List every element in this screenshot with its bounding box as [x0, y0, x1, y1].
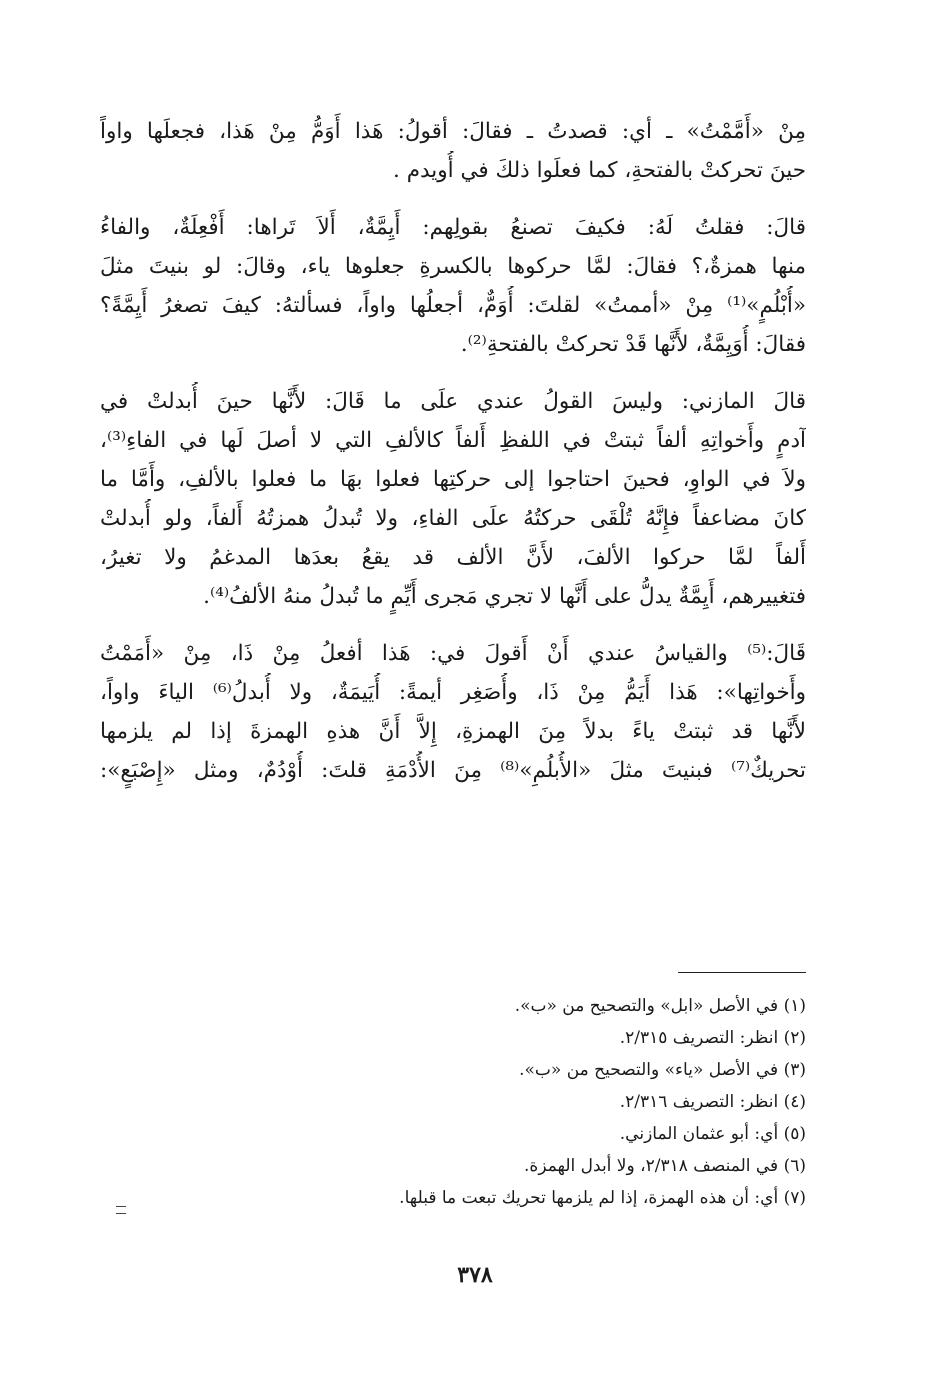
footnote-4: (٤) انظر: التصريف ٢/٣١٦.	[619, 1092, 806, 1112]
paragraph-4	[100, 634, 806, 790]
text-line: كانَ مضاعفاً فإِنَّهُ تُلْقَى حركتُهُ علَى الفاءِ، ولا تُبدلُ همزتُهُ أَلفاً، ولو أُبدلتْ	[100, 506, 806, 531]
text-line: قالَ المازني: وليسَ القولُ عندي علَى ما قَالَ: لأَنَّها حينَ أُبدلتْ في	[100, 389, 806, 414]
text-line: لأَنَّها قد ثبتتْ ياءً بدلاً مِنَ الهمزةِ، إِلاَّ أَنَّ هذهِ الهمزةَ إذا لم يلزمها	[100, 719, 806, 744]
footnote-5: (٥) أي: أبو عثمان المازني.	[619, 1124, 806, 1144]
paragraph-1	[100, 112, 806, 190]
footnote-6: (٦) في المنصف ٢/٣١٨، ولا أبدل الهمزة.	[524, 1156, 806, 1176]
text-line: قَالَ:⁽⁵⁾ والقياسُ عندي أَنْ أَقولَ في: هَذا أفعلُ مِنْ ذَا، مِنْ «أَمَمْتُ	[100, 641, 806, 666]
text-line: فقالَ: أُوَيِمَّةٌ، لأَنَّها قَدْ تحركتْ بالفتحةِ⁽²⁾.	[460, 332, 806, 357]
footnote-7: (٧) أي: أن هذه الهمزة، إذا لم يلزمها تحريك تبعت ما قبلها.	[399, 1188, 806, 1208]
text-line: ولاَ في الواوِ، فحينَ احتاجوا إلى حركتِها فعلوا بهَا ما فعلوا بالألفِ، وأَمَّا ما	[100, 467, 806, 492]
footnote-2: (٢) انظر: التصريف ٢/٣١٥.	[619, 1028, 806, 1048]
footnote-1: (١) في الأصل «ابل» والتصحيح من «ب».	[514, 996, 806, 1016]
text-line: آدمٍ وأَخواتِهِ ألفاً ثبتتْ في اللفظِ أَلفاً كالألفِ التي لا أصلَ لَها في الفاءِ⁽³⁾،	[100, 428, 806, 453]
text-line: فتغييرهم، أَيِمَّةٌ يدلُّ على أَنَّها لا تجري مَجرى أَيِّمٍ ما تُبدلُ منهُ الألفُ⁽⁴⁾.	[203, 584, 806, 609]
footnotes	[100, 990, 806, 1214]
text-line: وأَخواتِها»: هَذا أَيَمُّ مِنْ ذَا، وأُصَغِر أيمةً: أُيَيمَةٌ، ولا أُبدلُ⁽⁶⁾ الياءَ واواً،	[100, 680, 806, 705]
paragraph-2	[100, 208, 806, 364]
text-line: أَلفاً لمَّا حركوا الألفَ، لأَنَّ الألف قد يقعُ بعدَها المدغمُ ولا تغيرُ،	[100, 545, 806, 570]
main-text	[100, 112, 806, 808]
text-line: قالَ: فقلتُ لَهُ: فكيفَ تصنعُ بقولِهم: أَيِمَّةٌ، أَلاَ تَراها: أَفْعِلَةٌ، والفاءُ	[100, 215, 806, 240]
text-line: منها همزةٌ،؟ فقالَ: لمَّا حركوها بالكسرةِ جعلوها ياء، وقالَ: لو بنيتَ مثلَ	[100, 254, 806, 279]
page-number: ٣٧٨	[457, 1262, 493, 1288]
paragraph-3	[100, 382, 806, 616]
text-line: تحريكٌ⁽⁷⁾ فبنيتَ مثلَ «الأُبلُمِ»⁽⁸⁾ مِنَ الأُدْمَةِ قلتَ: أُوْدُمٌ، ومثل «إِصْبَعٍ»:	[100, 758, 806, 783]
text-line: «أُبْلُمٍ»⁽¹⁾ مِنْ «أممتُ» لقلتَ: أُوَمٌّ، أجعلُها واواً، فسألتهُ: كيفَ تصغرُ أَيِمَّةً؟	[100, 293, 806, 318]
margin-mark	[116, 1206, 126, 1214]
text-line: حينَ تحركتْ بالفتحةِ، كما فعلَوا ذلكَ في أُويدم .	[393, 158, 806, 183]
text-line: مِنْ «أَمَّمْتُ» ـ أي: قصدتُ ـ فقالَ: أقولُ: هَذا أَوَمُّ مِنْ هَذا، فجعلَها واواً	[100, 119, 806, 144]
footnote-3: (٣) في الأصل «ياء» والتصحيح من «ب».	[519, 1060, 806, 1080]
footnote-separator	[678, 972, 806, 973]
